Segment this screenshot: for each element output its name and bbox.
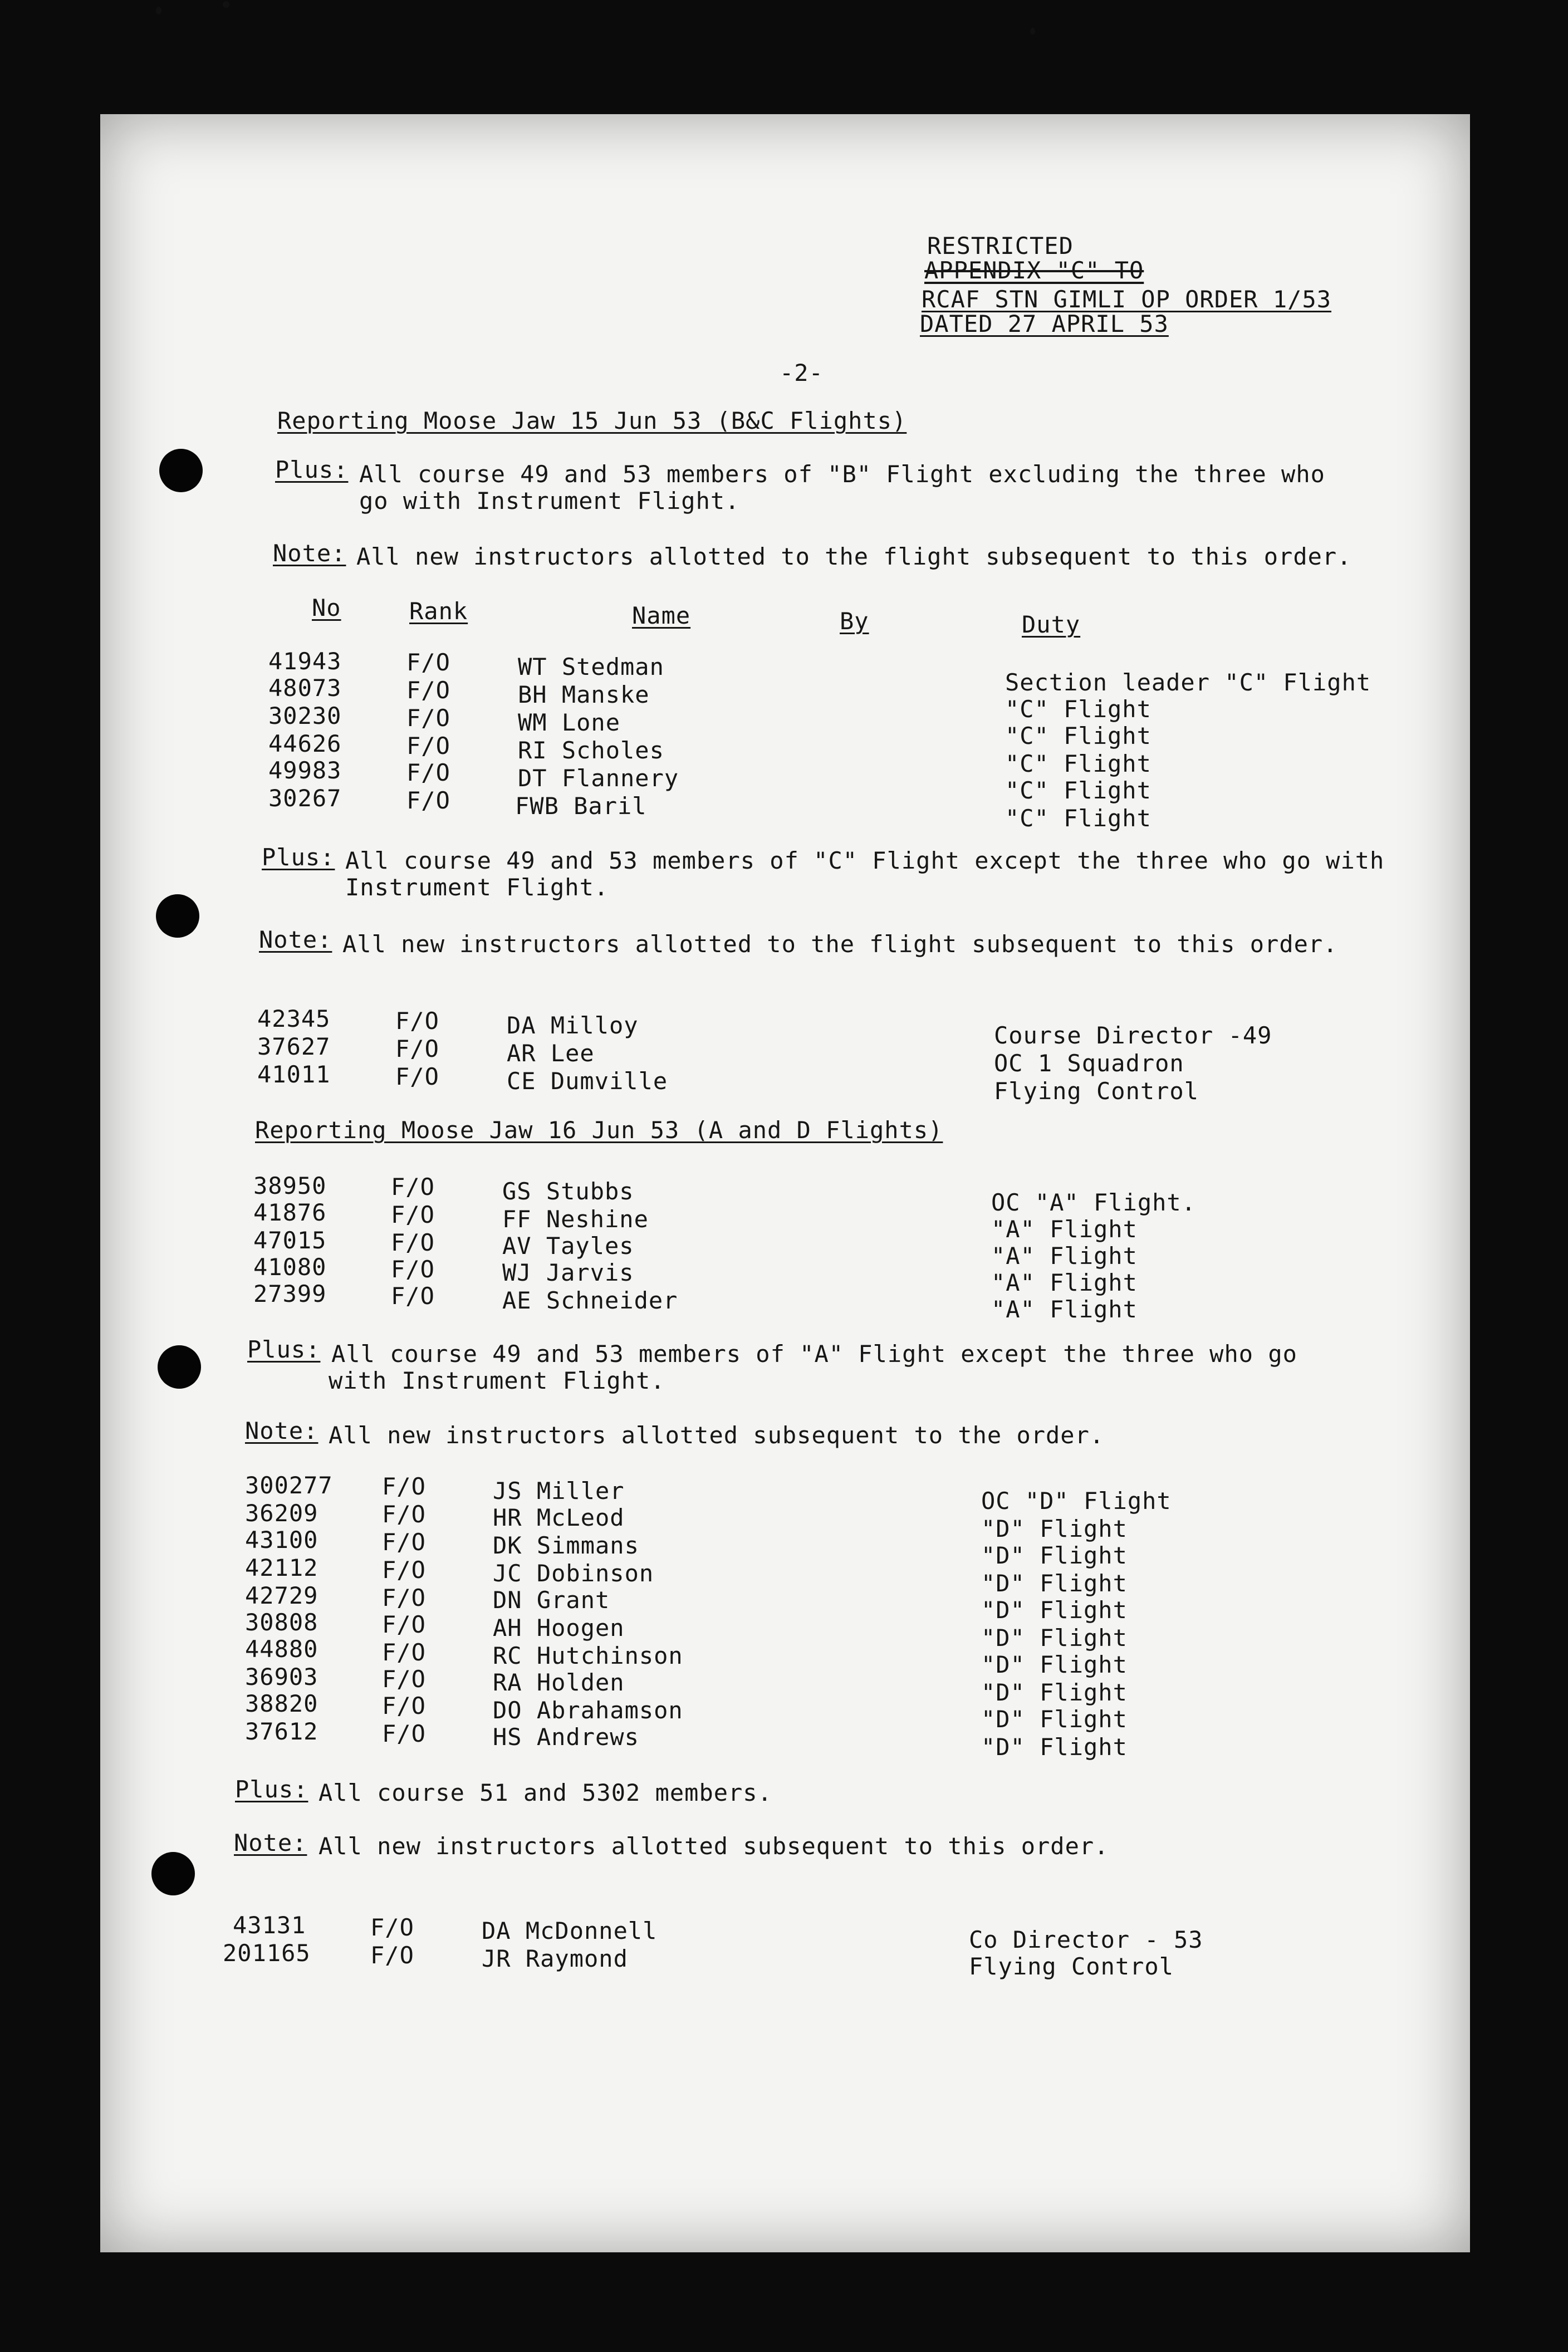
plus-text: All course 49 and 53 members of "A" Flight except the three who go <box>331 1340 1297 1368</box>
roster-name: BH Manske <box>518 681 650 708</box>
roster-duty: "A" Flight <box>991 1269 1138 1296</box>
speck <box>223 1 229 8</box>
roster-duty: OC "A" Flight. <box>991 1189 1197 1216</box>
roster-rank: F/O <box>406 649 450 676</box>
plus-text: All course 49 and 53 members of "B" Flight excluding the three who <box>359 460 1325 488</box>
roster-rank: F/O <box>382 1720 426 1747</box>
roster-duty: "D" Flight <box>981 1570 1128 1597</box>
roster-duty: "D" Flight <box>981 1679 1128 1706</box>
roster-rank: F/O <box>382 1692 426 1719</box>
roster-name: RI Scholes <box>518 737 664 764</box>
roster-name: RC Hutchinson <box>493 1642 683 1669</box>
note-text: All new instructors allotted to the flight subsequent to this order. <box>356 543 1352 570</box>
roster-rank: F/O <box>406 732 450 759</box>
roster-rank: F/O <box>395 1063 439 1090</box>
roster-name: CE Dumville <box>507 1067 668 1095</box>
roster-duty: "D" Flight <box>981 1515 1128 1542</box>
note-label: Note: <box>245 1417 318 1444</box>
roster-rank: F/O <box>395 1035 439 1062</box>
note-label: Note: <box>259 926 332 953</box>
roster-no: 30230 <box>268 702 342 729</box>
roster-rank: F/O <box>382 1665 426 1693</box>
column-header-duty: Duty <box>1022 611 1081 638</box>
roster-rank: F/O <box>391 1229 435 1256</box>
roster-rank: F/O <box>391 1201 435 1228</box>
roster-duty: "A" Flight <box>991 1296 1138 1323</box>
section-title: Reporting Moose Jaw 16 Jun 53 (A and D Flights) <box>255 1116 943 1144</box>
roster-duty: "D" Flight <box>981 1733 1128 1761</box>
column-header-rank: Rank <box>409 597 468 625</box>
roster-no: 30808 <box>245 1609 318 1636</box>
roster-no: 42345 <box>257 1005 331 1032</box>
roster-duty: Co Director - 53 <box>969 1926 1203 1953</box>
roster-name: GS Stubbs <box>502 1178 634 1205</box>
punch-hole <box>158 1345 201 1389</box>
roster-name: WJ Jarvis <box>502 1259 634 1286</box>
roster-no: 43100 <box>245 1526 318 1554</box>
column-header-by: By <box>840 607 869 635</box>
roster-rank: F/O <box>382 1556 426 1584</box>
roster-name: DO Abrahamson <box>493 1697 683 1724</box>
roster-no: 44880 <box>245 1635 318 1663</box>
plus-label: Plus: <box>262 844 335 871</box>
roster-duty: "D" Flight <box>981 1624 1128 1652</box>
roster-duty: "C" Flight <box>1005 777 1152 804</box>
roster-name: DN Grant <box>493 1586 610 1614</box>
roster-no: 38820 <box>245 1690 318 1717</box>
roster-no: 41943 <box>268 648 342 675</box>
roster-name: RA Holden <box>493 1669 625 1696</box>
roster-rank: F/O <box>406 677 450 704</box>
roster-duty: OC 1 Squadron <box>994 1050 1184 1077</box>
roster-duty: "C" Flight <box>1005 722 1152 749</box>
note-label: Note: <box>234 1829 307 1856</box>
roster-rank: F/O <box>382 1584 426 1611</box>
roster-name: DA McDonnell <box>482 1917 658 1944</box>
roster-no: 41080 <box>253 1253 327 1281</box>
plus-text: Instrument Flight. <box>345 874 609 901</box>
roster-duty: "A" Flight <box>991 1216 1138 1243</box>
plus-label: Plus: <box>247 1336 321 1363</box>
roster-rank: F/O <box>391 1282 435 1310</box>
punch-hole <box>151 1852 195 1895</box>
roster-rank: F/O <box>391 1173 435 1200</box>
roster-duty: Flying Control <box>994 1077 1199 1105</box>
section-title: Reporting Moose Jaw 15 Jun 53 (B&C Flights) <box>277 407 907 434</box>
roster-rank: F/O <box>382 1639 426 1666</box>
roster-name: FF Neshine <box>502 1206 649 1233</box>
roster-no: 300277 <box>245 1472 333 1499</box>
note-text: All new instructors allotted subsequent to the order. <box>329 1422 1105 1449</box>
plus-text: go with Instrument Flight. <box>359 487 740 514</box>
roster-no: 41011 <box>257 1061 331 1088</box>
roster-no: 48073 <box>268 674 342 702</box>
roster-name: AE Schneider <box>502 1287 678 1314</box>
roster-duty: "C" Flight <box>1005 750 1152 777</box>
plus-text: All course 49 and 53 members of "C" Flight except the three who go with <box>345 847 1385 874</box>
roster-rank: F/O <box>395 1007 439 1035</box>
dated-label: DATED 27 APRIL 53 <box>920 310 1169 337</box>
speck <box>1030 28 1035 35</box>
roster-name: JS Miller <box>493 1477 625 1505</box>
roster-rank: F/O <box>370 1914 414 1941</box>
roster-name: AV Tayles <box>502 1232 634 1260</box>
roster-name: AH Hoogen <box>493 1614 625 1641</box>
order-label: RCAF STN GIMLI OP ORDER 1/53 <box>922 286 1332 313</box>
roster-duty: "D" Flight <box>981 1596 1128 1624</box>
roster-name: JC Dobinson <box>493 1560 654 1587</box>
roster-no: 47015 <box>253 1227 327 1254</box>
roster-name: FWB Baril <box>515 792 647 820</box>
roster-rank: F/O <box>382 1501 426 1528</box>
roster-rank: F/O <box>382 1611 426 1638</box>
column-header-no: No <box>312 594 341 621</box>
roster-rank: F/O <box>406 759 450 786</box>
roster-rank: F/O <box>382 1473 426 1500</box>
note-label: Note: <box>273 540 346 567</box>
roster-name: DT Flannery <box>518 765 679 792</box>
roster-no: 42729 <box>245 1582 318 1609</box>
roster-no: 37612 <box>245 1718 318 1745</box>
roster-duty: "A" Flight <box>991 1242 1138 1270</box>
plus-label: Plus: <box>235 1776 308 1803</box>
roster-no: 37627 <box>257 1033 331 1060</box>
plus-label: Plus: <box>275 456 349 483</box>
note-text: All new instructors allotted to the flight subsequent to this order. <box>342 930 1338 958</box>
roster-duty: OC "D" Flight <box>981 1487 1172 1515</box>
roster-duty: "D" Flight <box>981 1542 1128 1569</box>
roster-no: 49983 <box>268 757 342 784</box>
roster-rank: F/O <box>370 1942 414 1969</box>
speck <box>156 7 161 14</box>
roster-no: 30267 <box>268 785 342 812</box>
punch-hole <box>159 449 203 492</box>
roster-no: 27399 <box>253 1280 327 1307</box>
roster-no: 201165 <box>223 1939 311 1967</box>
plus-text: All course 51 and 5302 members. <box>318 1779 772 1806</box>
roster-name: JR Raymond <box>482 1945 628 1972</box>
roster-duty: Section leader "C" Flight <box>1005 669 1371 696</box>
column-header-name: Name <box>632 602 691 629</box>
page-number: -2- <box>780 359 824 386</box>
roster-name: WT Stedman <box>518 653 664 680</box>
roster-name: HS Andrews <box>493 1723 639 1751</box>
roster-no: 36209 <box>245 1500 318 1527</box>
roster-name: DK Simmans <box>493 1532 639 1559</box>
roster-no: 36903 <box>245 1663 318 1690</box>
roster-no: 42112 <box>245 1554 318 1581</box>
roster-no: 41876 <box>253 1199 327 1226</box>
punch-hole <box>156 894 199 938</box>
note-text: All new instructors allotted subsequent to this order. <box>318 1832 1109 1860</box>
roster-duty: Course Director -49 <box>994 1022 1272 1049</box>
roster-name: WM Lone <box>518 709 621 736</box>
roster-no: 44626 <box>268 730 342 757</box>
plus-text: with Instrument Flight. <box>329 1367 665 1394</box>
roster-rank: F/O <box>406 787 450 814</box>
appendix-label: APPENDIX "C" TO <box>924 257 1144 284</box>
roster-name: DA Milloy <box>507 1012 639 1039</box>
roster-name: HR McLeod <box>493 1504 625 1531</box>
roster-rank: F/O <box>382 1528 426 1556</box>
roster-duty: "D" Flight <box>981 1651 1128 1678</box>
roster-name: AR Lee <box>507 1040 595 1067</box>
roster-rank: F/O <box>406 704 450 732</box>
roster-no: 43131 <box>233 1912 306 1939</box>
roster-duty: Flying Control <box>969 1953 1174 1980</box>
roster-no: 38950 <box>253 1172 327 1199</box>
restricted-label: RESTRICTED <box>927 232 1074 259</box>
roster-duty: "D" Flight <box>981 1706 1128 1733</box>
roster-duty: "C" Flight <box>1005 695 1152 723</box>
roster-rank: F/O <box>391 1256 435 1283</box>
roster-duty: "C" Flight <box>1005 805 1152 832</box>
